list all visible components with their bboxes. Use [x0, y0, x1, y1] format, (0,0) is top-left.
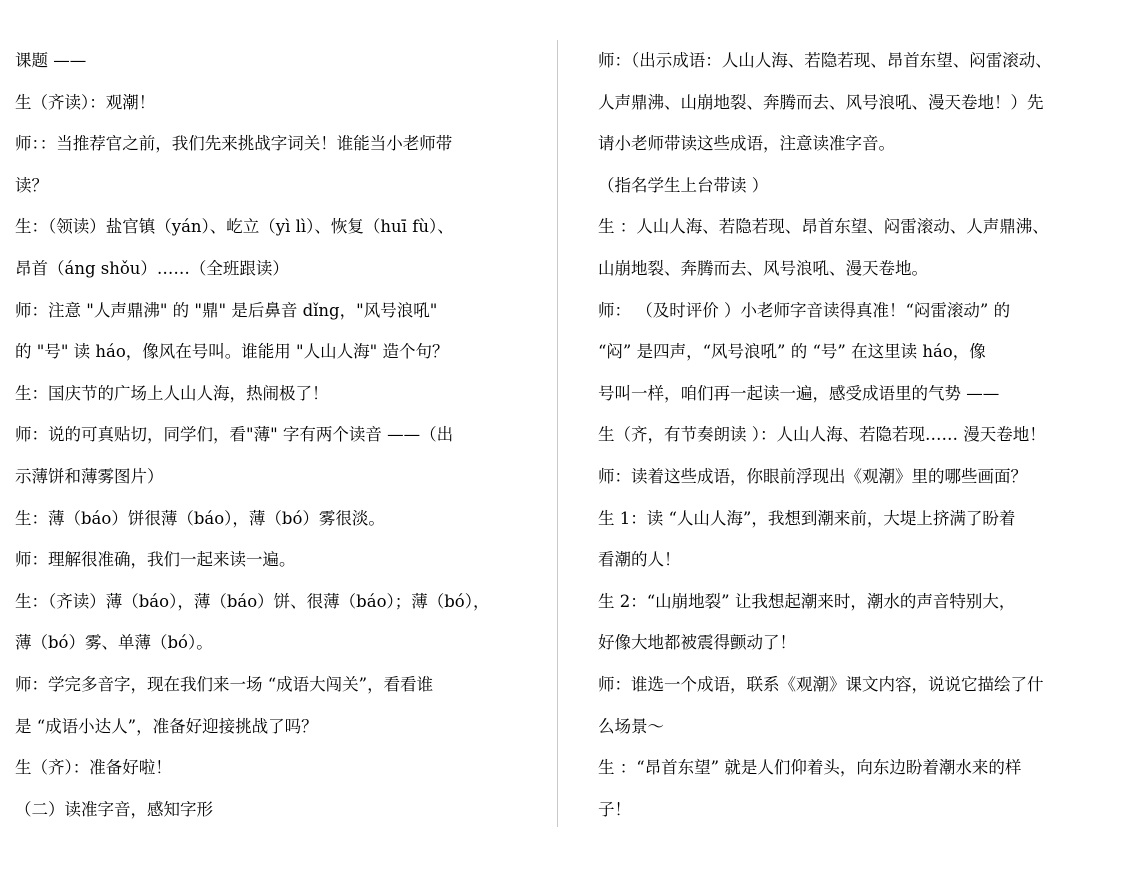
text-line: 看潮的人！	[598, 550, 681, 570]
text-line: 师：注意 "人声鼎沸" 的 "鼎" 是后鼻音 dǐng，"风号浪吼"	[15, 300, 438, 320]
text-line: “闷” 是四声，“风号浪吼” 的 “号” 在这里读 háo，像	[598, 342, 986, 362]
text-line: 师：学完多音字，现在我们来一场 “成语大闯关”，看看谁	[15, 674, 434, 694]
text-line: 师：读着这些成语，你眼前浮现出《观潮》里的哪些画面？	[598, 466, 1027, 486]
text-line: 的 "号" 读 háo，像风在号叫。谁能用 "人山人海" 造个句？	[15, 342, 449, 362]
text-line: 薄（bó）雾、单薄（bó）。	[15, 633, 213, 653]
text-line: 读？	[15, 175, 48, 195]
text-line: 生 ：“昂首东望” 就是人们仰着头，向东边盼着潮水来的样	[598, 758, 1022, 778]
text-line: 师：说的可真贴切，同学们，看"薄" 字有两个读音 ——（出	[15, 425, 454, 445]
text-line: 山崩地裂、奔腾而去、风号浪吼、漫天卷地。	[598, 258, 928, 278]
text-line: 师：谁选一个成语，联系《观潮》课文内容，说说它描绘了什	[598, 674, 1044, 694]
text-line: 么场景～	[598, 716, 664, 736]
left-column	[15, 40, 530, 830]
text-line: 好像大地都被震得颤动了！	[598, 633, 796, 653]
text-line: 生 1：读 “人山人海”，我想到潮来前，大堤上挤满了盼着	[598, 508, 1016, 528]
text-line: 昂首（áng shǒu）……（全班跟读）	[15, 258, 289, 278]
text-line: 师：（出示成语：人山人海、若隐若现、昂首东望、闷雷滚动、	[598, 51, 1052, 70]
text-line: 生：国庆节的广场上人山人海，热闹极了！	[15, 383, 329, 403]
section-heading: （二）读准字音，感知字形	[15, 799, 213, 819]
text-line: （指名学生上台带读 ）	[598, 175, 769, 195]
text-line: 生（齐）：准备好啦！	[15, 758, 172, 778]
text-line: 生：（领读）盐官镇（yán）、屹立（yì lì）、恢复（huī fù）、	[15, 217, 454, 237]
text-line: 人声鼎沸、山崩地裂、奔腾而去、风号浪吼、漫天卷地！）先	[598, 92, 1044, 112]
column-divider	[557, 40, 558, 827]
text-line: 生（齐读）：观潮！	[15, 92, 156, 112]
text-line: 生（齐，有节奏朗读 ）：人山人海、若隐若现…… 漫天卷地！	[598, 425, 1046, 445]
text-line: 是 “成语小达人”，准备好迎接挑战了吗？	[15, 716, 318, 736]
text-line: 子！	[598, 799, 631, 819]
text-line: 示薄饼和薄雾图片）	[15, 466, 164, 486]
text-line: 生：（齐读）薄（báo），薄（báo）饼、很薄（báo）；薄（bó），	[15, 591, 490, 611]
text-line: 师： （及时评价 ）小老师字音读得真准！“闷雷滚动” 的	[598, 300, 1011, 320]
text-line: 师：理解很准确，我们一起来读一遍。	[15, 550, 296, 570]
text-line: 请小老师带读这些成语，注意读准字音。	[598, 134, 895, 154]
right-column	[598, 40, 1104, 830]
text-line: 课题 ——	[15, 51, 87, 70]
text-line: 生 2：“山崩地裂” 让我想起潮来时，潮水的声音特别大，	[598, 591, 1016, 611]
text-line: 生 ：人山人海、若隐若现、昂首东望、闷雷滚动、人声鼎沸、	[598, 217, 1049, 237]
text-line: 师：：当推荐官之前，我们先来挑战字词关！谁能当小老师带	[15, 134, 453, 154]
text-line: 号叫一样，咱们再一起读一遍，感受成语里的气势 ——	[598, 383, 1000, 403]
text-line: 生：薄（báo）饼很薄（báo），薄（bó）雾很淡。	[15, 508, 385, 528]
